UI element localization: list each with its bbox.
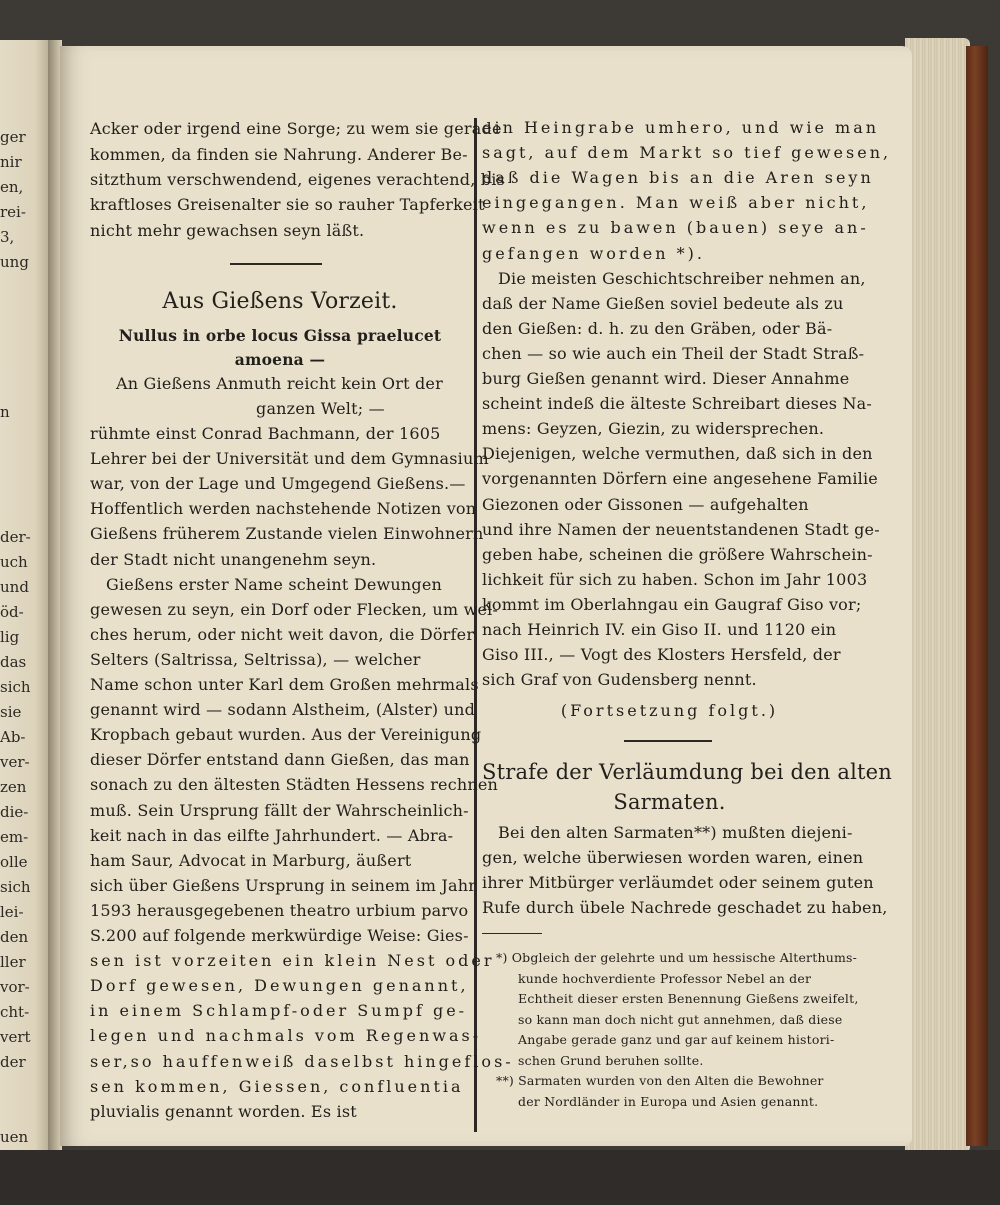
text-line: chen — so wie auch ein Theil der Stadt Straß-	[482, 343, 865, 363]
text-line: Selters (Saltrissa, Seltrissa), — welcher	[90, 649, 421, 669]
margin-fragment: den	[0, 928, 29, 946]
motto-latin: amoena —	[234, 350, 326, 369]
footnote-line: **) Sarmaten wurden von den Alten die Bewohner	[496, 1073, 824, 1088]
footnote-line: schen Grund beruhen sollte.	[518, 1052, 704, 1068]
text-line: war, von der Lage und Umgegend Gießens.—	[90, 474, 466, 494]
text-line: 1593 herausgegebenen theatro urbium parvo	[90, 900, 469, 920]
text-line: Name schon unter Karl dem Großen mehrmals	[90, 675, 479, 694]
motto-latin: Nullus in orbe locus Gissa praelucet	[118, 326, 442, 345]
margin-fragment: nir	[0, 153, 22, 171]
left-page-edge	[0, 40, 50, 1160]
margin-fragment: ver-	[0, 753, 30, 771]
margin-fragment: öd-	[0, 603, 24, 621]
footnote-line: der Nordländer in Europa und Asien genannt.	[518, 1093, 819, 1109]
footnote-line: Angabe gerade ganz und gar auf keinem histori-	[518, 1032, 835, 1047]
margin-fragment: en,	[0, 178, 24, 196]
text-line: nach Heinrich IV. ein Giso II. und 1120 ein	[482, 620, 837, 639]
text-line: sen ist vorzeiten ein klein Nest oder	[90, 951, 495, 971]
text-line: Acker oder irgend eine Sorge; zu wem sie gerade	[90, 119, 502, 138]
margin-fragment: rei-	[0, 203, 26, 221]
margin-fragment: cht-	[0, 1003, 30, 1021]
text-line: Kropbach gebaut wurden. Aus der Vereinigung	[90, 725, 482, 745]
section-title: Sarmaten.	[613, 790, 726, 814]
text-line: scheint indeß die älteste Schreibart dieses Na-	[482, 394, 873, 414]
footnote-line: Echtheit dieser ersten Benennung Gießens zweifelt,	[518, 991, 859, 1006]
text-line: sitzthum verschwendend, eigenes verachtend, bis	[90, 170, 505, 189]
text-line: in einem Schlampf-oder Sumpf ge-	[90, 1001, 468, 1021]
text-line: kommt im Oberlahngau ein Gaugraf Giso vor;	[482, 594, 862, 614]
text-line: ser,so hauffenweiß daselbst hingeflos-	[90, 1051, 514, 1071]
section-divider	[624, 740, 712, 742]
margin-fragment: 3,	[0, 228, 15, 246]
text-line: rühmte einst Conrad Bachmann, der 1605	[90, 424, 441, 443]
margin-fragment: vert	[0, 1028, 31, 1046]
text-line: Giezonen oder Gissonen — aufgehalten	[482, 494, 809, 514]
text-line: gewesen zu seyn, ein Dorf oder Flecken, um wel-	[90, 599, 499, 619]
margin-fragment: zen	[0, 778, 27, 796]
margin-fragment: ung	[0, 253, 29, 271]
text-line: daß die Wagen bis an die Aren seyn	[482, 168, 874, 188]
text-line: muß. Sein Ursprung fällt der Wahrscheinlich-	[90, 800, 469, 820]
section-title: Strafe der Verläumdung bei den alten	[482, 760, 892, 784]
text-line: kraftloses Greisenalter sie so rauher Tapferkeit	[90, 195, 485, 214]
footnote-line: so kann man doch nicht gut annehmen, daß diese	[518, 1011, 843, 1027]
text-line: Diejenigen, welche vermuthen, daß sich in den	[482, 444, 873, 464]
section-title: Aus Gießens Vorzeit.	[162, 289, 398, 314]
margin-fragment: sie	[0, 703, 22, 721]
text-line: eingegangen. Man weiß aber nicht,	[482, 193, 870, 213]
margin-fragment: sich	[0, 878, 31, 896]
margin-fragment: Ab-	[0, 728, 26, 746]
text-line: Hoffentlich werden nachstehende Notizen von	[90, 499, 477, 519]
margin-fragment: ger	[0, 128, 26, 146]
text-line: lichkeit für sich zu haben. Schon im Jahr 1003	[482, 569, 868, 589]
margin-fragment: olle	[0, 853, 28, 871]
text-line: gen, welche überwiesen worden waren, einen	[482, 848, 864, 868]
text-line: pluvialis genannt worden. Es ist	[90, 1101, 357, 1121]
text-line: legen und nachmals vom Regenwas-	[90, 1026, 482, 1046]
text-line: der Stadt nicht unangenehm seyn.	[90, 549, 377, 569]
section-divider	[230, 263, 322, 265]
text-line: burg Gießen genannt wird. Dieser Annahme	[482, 369, 850, 388]
text-line: sagt, auf dem Markt so tief gewesen,	[482, 143, 892, 163]
text-line: vorgenannten Dörfern eine angesehene Familie	[482, 469, 878, 489]
text-line: Gießens früherem Zustande vielen Einwohnern	[90, 524, 484, 544]
text-line: gefangen worden *).	[482, 243, 705, 263]
text-line: ham Saur, Advocat in Marburg, äußert	[90, 850, 412, 870]
text-line: genannt wird — sodann Alstheim, (Alster) und	[90, 700, 476, 720]
text-line: ihrer Mitbürger verläumdet oder seinem guten	[482, 873, 874, 893]
page-stack-edge	[905, 38, 970, 1153]
margin-fragment: die-	[0, 803, 29, 821]
text-line: kommen, da finden sie Nahrung. Anderer Be-	[90, 145, 468, 164]
footnote-line: *) Obgleich der gelehrte und um hessische Alterthums-	[496, 950, 858, 965]
margin-fragment: ller	[0, 953, 26, 971]
footnote-rule	[482, 933, 542, 934]
text-line: dieser Dörfer entstand dann Gießen, das man	[90, 750, 470, 770]
text-line: wenn es zu bawen (bauen) seye an-	[482, 218, 869, 238]
text-line: den Gießen: d. h. zu den Gräben, oder Bä-	[482, 318, 833, 338]
margin-fragment: der	[0, 1053, 26, 1071]
text-line: sich Graf von Gudensberg nennt.	[482, 670, 757, 690]
margin-fragment: lei-	[0, 903, 24, 921]
text-line: ein Heingrabe umhero, und wie man	[482, 118, 880, 137]
text-line: und ihre Namen der neuentstandenen Stadt ge-	[482, 519, 880, 539]
margin-fragment: sich	[0, 678, 31, 696]
text-line: mens: Geyzen, Giezin, zu widersprechen.	[482, 419, 825, 439]
motto-german: An Gießens Anmuth reicht kein Ort der	[116, 374, 443, 393]
margin-fragment: em-	[0, 828, 29, 846]
text-line: Dorf gewesen, Dewungen genannt,	[90, 976, 469, 996]
column-rule	[474, 118, 477, 1132]
margin-fragment: das	[0, 653, 27, 671]
book-cover-edge	[966, 46, 988, 1146]
text-line: sonach zu den ältesten Städten Hessens rechnen	[90, 775, 499, 795]
text-line: sen kommen, Giessen, confluentia	[90, 1076, 464, 1096]
text-line: geben habe, scheinen die größere Wahrschein-	[482, 544, 873, 564]
margin-fragment: vor-	[0, 978, 30, 996]
text-line: keit nach in das eilfte Jahrhundert. — Abra-	[90, 825, 454, 845]
scan-background	[0, 1150, 1000, 1205]
text-line: nicht mehr gewachsen seyn läßt.	[90, 221, 365, 240]
margin-fragment: der-	[0, 528, 31, 546]
footnote-line: kunde hochverdiente Professor Nebel an der	[518, 970, 812, 986]
margin-fragment: und	[0, 578, 29, 596]
margin-fragment: n	[0, 403, 10, 421]
text-line: Lehrer bei der Universität und dem Gymnasium	[90, 449, 489, 469]
text-line: Gießens erster Name scheint Dewungen	[106, 574, 443, 594]
text-line: Giso III., — Vogt des Klosters Hersfeld, der	[482, 645, 841, 665]
text-line: Bei den alten Sarmaten**) mußten diejeni-	[498, 823, 853, 842]
text-line: S.200 auf folgende merkwürdige Weise: Gies-	[90, 926, 469, 945]
text-line: ches herum, oder nicht weit davon, die Dörfer	[90, 624, 475, 644]
text-line: Die meisten Geschichtschreiber nehmen an,	[498, 268, 866, 288]
text-line: Rufe durch übele Nachrede geschadet zu haben,	[482, 898, 888, 918]
margin-fragment: lig	[0, 628, 20, 646]
margin-fragment: uch	[0, 553, 28, 571]
text-line: sich über Gießens Ursprung in seinem im Jahr	[90, 875, 477, 895]
continued-note: (Fortsetzung folgt.)	[560, 701, 779, 720]
motto-german: ganzen Welt; —	[256, 399, 385, 418]
margin-fragment: uen	[0, 1128, 29, 1146]
text-line: daß der Name Gießen soviel bedeute als zu	[482, 293, 844, 313]
